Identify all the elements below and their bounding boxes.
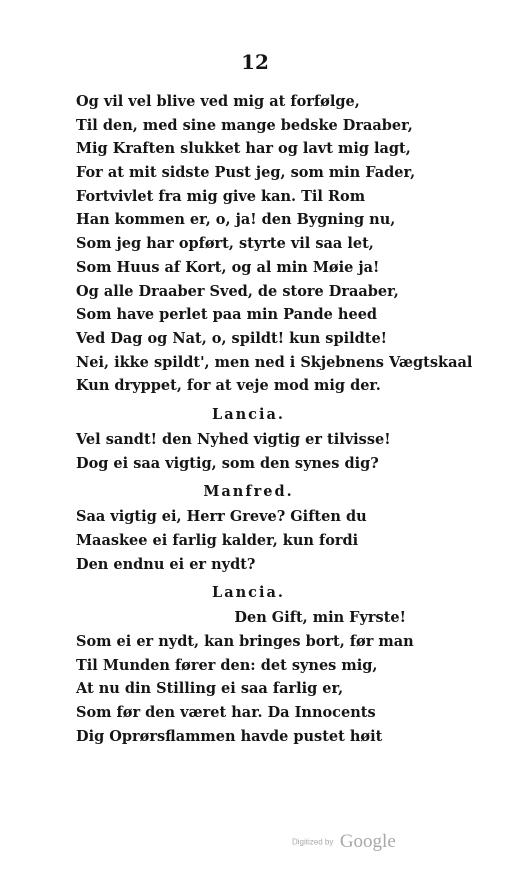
page-number: 12 <box>241 50 269 74</box>
verse-line: Nei, ikke spildt', men ned i Skjebnens Vægtskaal <box>76 353 473 371</box>
verse-line: At nu din Stilling ei saa farlig er, <box>76 680 344 698</box>
digitized-by-label: Digitized by <box>292 837 334 847</box>
verse-line: Saa vigtig ei, Herr Greve? Giften du <box>76 508 367 526</box>
verse-line: Ved Dag og Nat, o, spildt! kun spildte! <box>76 329 388 347</box>
verse-line: Og vil vel blive ved mig at forfølge, <box>76 93 360 110</box>
verse-line: Vel sandt! den Nyhed vigtig er tilvisse! <box>76 430 391 448</box>
verse-line: Dig Oprørsflammen havde pustet høit <box>76 727 383 745</box>
verse-line: Som have perlet paa min Pande heed <box>76 306 378 324</box>
verse-line: Til Munden fører den: det synes mig, <box>76 656 378 674</box>
speaker-name: Lancia. <box>212 584 285 602</box>
verse-line: Maaskee ei farlig kalder, kun fordi <box>76 532 359 549</box>
verse-line: Han kommen er, o, ja! den Bygning nu, <box>76 211 396 229</box>
verse-line: Den endnu ei er nydt? <box>76 555 256 573</box>
speaker-name: Manfred. <box>203 483 294 501</box>
verse-line: Som ei er nydt, kan bringes bort, før man <box>76 633 414 651</box>
digitized-watermark <box>292 831 396 853</box>
verse-line: Som jeg har opført, styrte vil saa let, <box>76 235 374 253</box>
verse-line: Som før den været har. Da Innocents <box>76 704 376 722</box>
verse-line: Kun dryppet, for at veje mod mig der. <box>76 377 381 395</box>
verse-line: Mig Kraften slukket har og lavt mig lagt, <box>76 140 411 158</box>
google-logo: Google <box>339 831 396 852</box>
poem-text <box>76 90 473 749</box>
verse-line: Fortvivlet fra mig give kan. Til Rom <box>76 187 366 205</box>
verse-line: Og alle Draaber Sved, de store Draaber, <box>76 282 399 300</box>
verse-line: Som Huus af Kort, og al min Møie ja! <box>76 258 380 276</box>
verse-line: Til den, med sine mange bedske Draaber, <box>76 116 413 134</box>
verse-line: For at mit sidste Pust jeg, som min Fader, <box>76 164 416 182</box>
verse-line: Den Gift, min Fyrste! <box>234 609 406 627</box>
verse-line: Dog ei saa vigtig, som den synes dig? <box>76 454 379 472</box>
speaker-name: Lancia. <box>212 405 285 423</box>
